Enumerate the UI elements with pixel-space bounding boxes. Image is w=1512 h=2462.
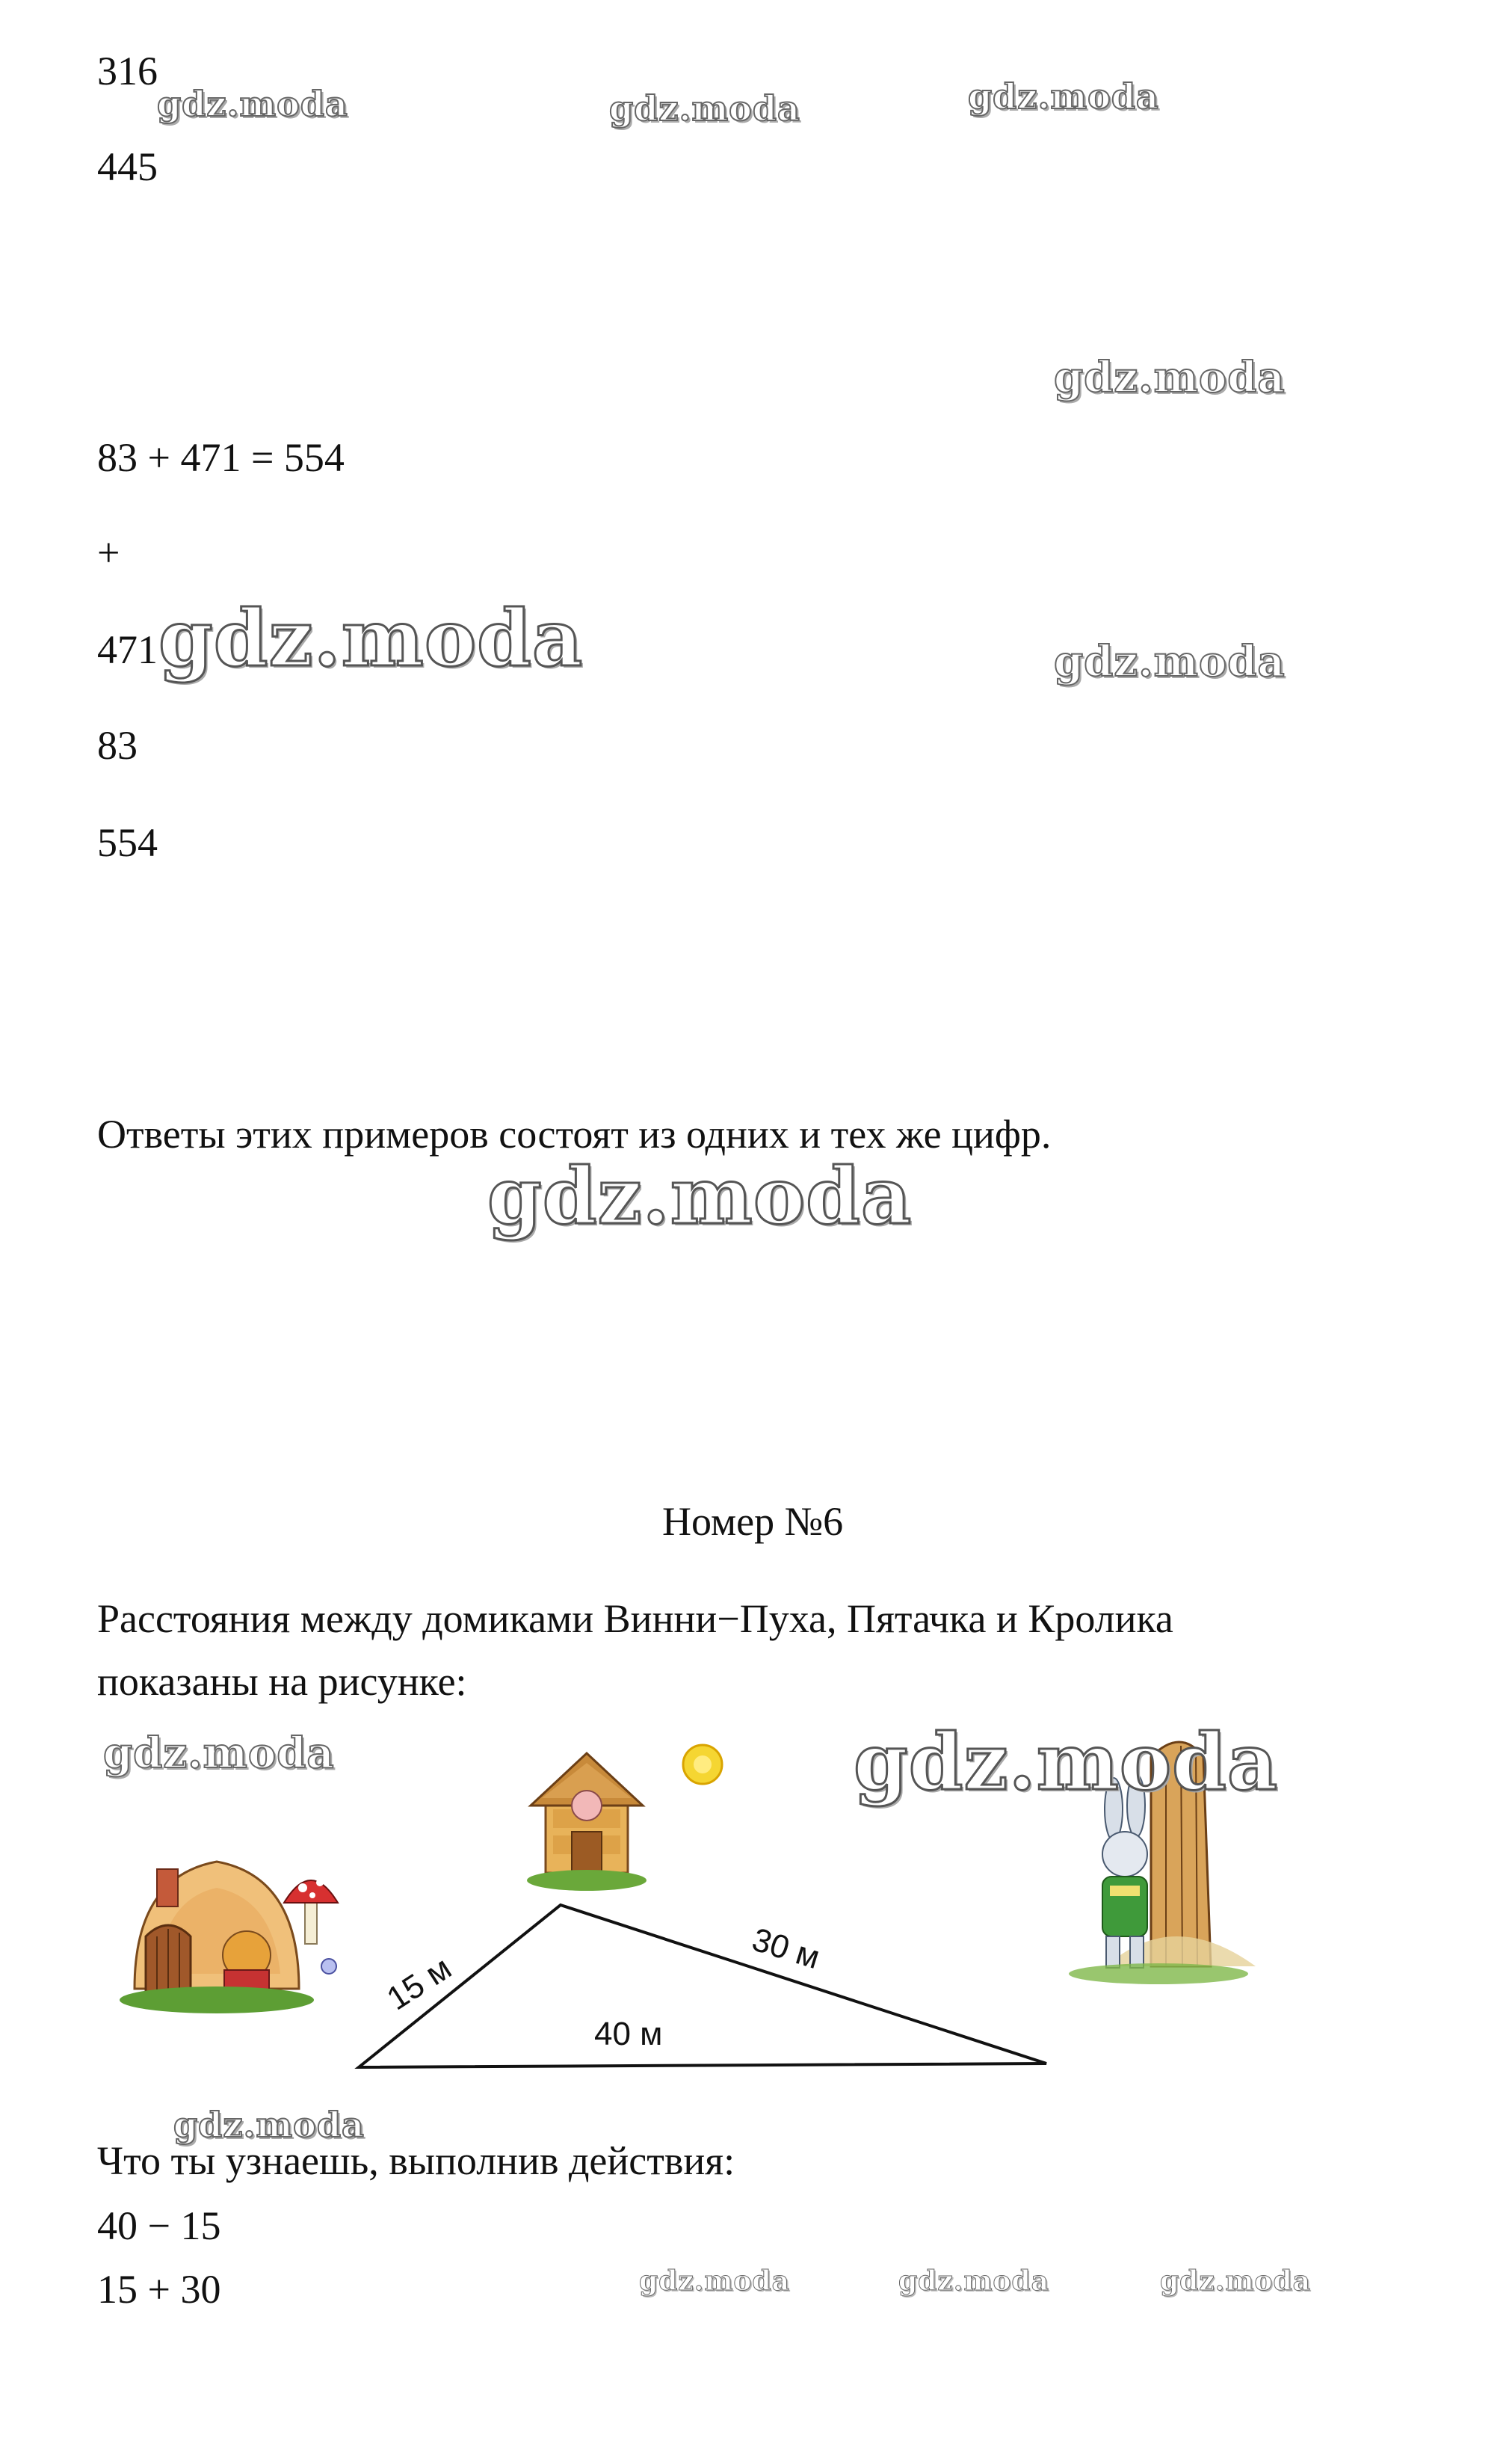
- watermark: gdz.moda: [639, 2265, 790, 2297]
- side-label-30m: 30 м: [747, 1921, 824, 1977]
- watermark: gdz.moda: [487, 1150, 913, 1242]
- watermark: gdz.moda: [157, 84, 348, 124]
- number-445: 445: [97, 144, 158, 189]
- action-15-plus-30: 15 + 30: [97, 2267, 221, 2312]
- pooh-house-icon: [120, 1862, 338, 2013]
- watermark: gdz.moda: [173, 2105, 365, 2145]
- distance-triangle: [359, 1905, 1046, 2067]
- watermark: gdz.moda: [1054, 637, 1286, 686]
- column-operator: +: [97, 530, 120, 575]
- task-title: Номер №6: [662, 1499, 844, 1544]
- task-text-line-1: Расстояния между домиками Винни−Пуха, Пятачка и Кролика: [97, 1596, 1173, 1641]
- question-text: Что ты узнаешь, выполнив действия:: [97, 2138, 735, 2183]
- column-row-83: 83: [97, 723, 138, 768]
- side-label-40m: 40 м: [594, 2016, 663, 2052]
- watermark: gdz.moda: [609, 88, 800, 129]
- task-text-line-2: показаны на рисунке:: [97, 1659, 467, 1704]
- side-label-15m: 15 м: [380, 1949, 458, 2018]
- watermark: gdz.moda: [1160, 2265, 1311, 2297]
- watermark: gdz.moda: [854, 1716, 1279, 1808]
- piglet-house-icon: [527, 1753, 647, 1891]
- watermark: gdz.moda: [158, 592, 584, 684]
- action-40-minus-15: 40 − 15: [97, 2203, 221, 2248]
- number-316: 316: [97, 49, 158, 93]
- watermark: gdz.moda: [968, 76, 1159, 117]
- column-row-471: 471: [97, 627, 158, 672]
- sun-icon: [683, 1745, 722, 1784]
- conclusion-text: Ответы этих примеров состоят из одних и тех же цифр.: [97, 1112, 1052, 1157]
- watermark: gdz.moda: [1054, 353, 1286, 402]
- watermark: gdz.moda: [898, 2265, 1049, 2297]
- equation: 83 + 471 = 554: [97, 435, 345, 480]
- watermark: gdz.moda: [103, 1729, 335, 1778]
- column-result-554: 554: [97, 820, 158, 865]
